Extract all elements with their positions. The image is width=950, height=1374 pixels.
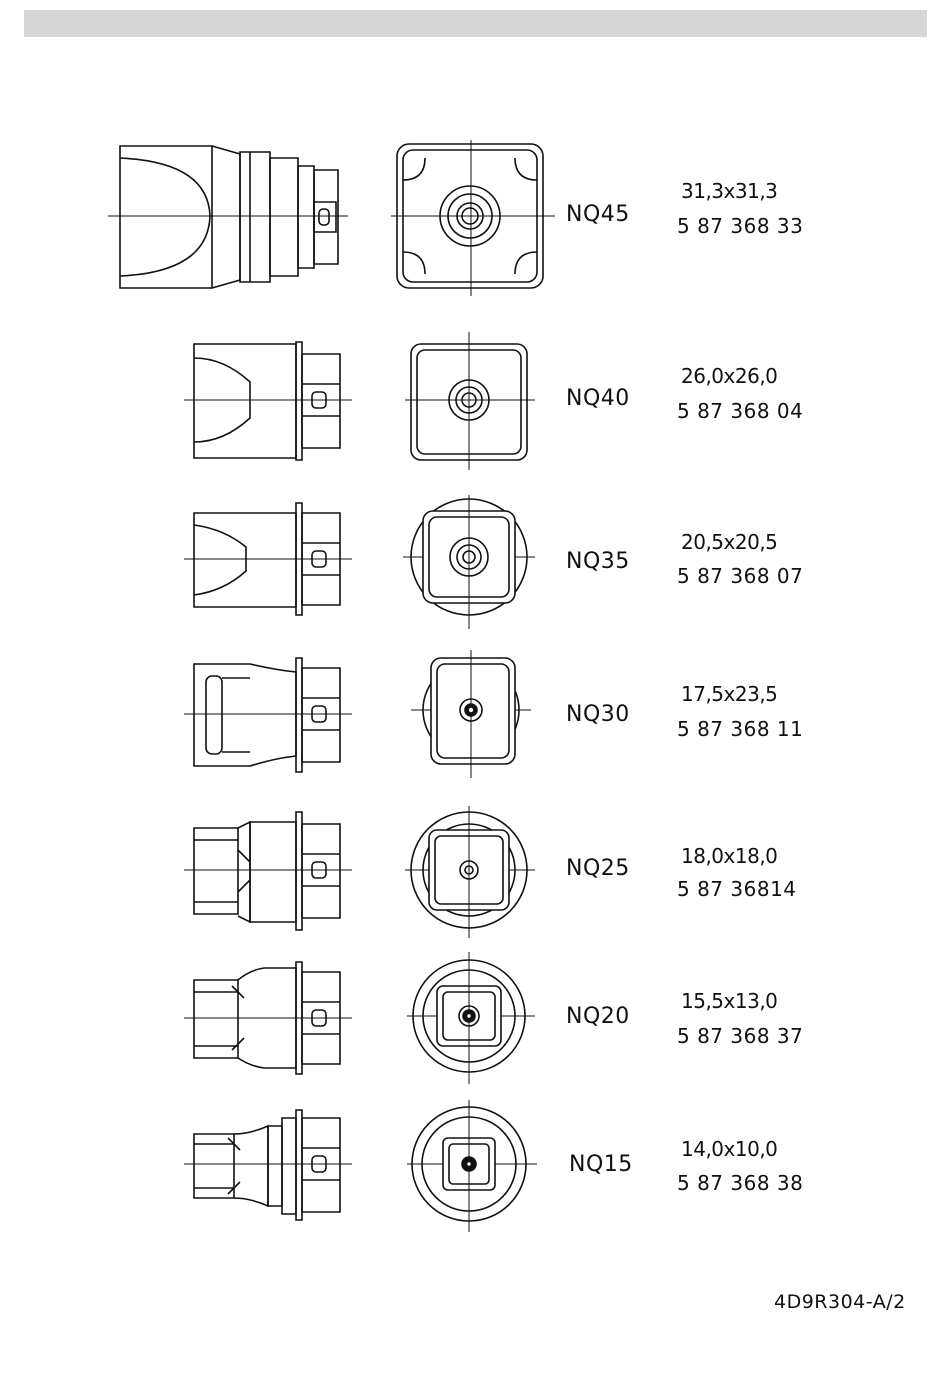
nozzle-front-view-nq25 [385,804,565,944]
nozzle-dimensions-nq20: 15,5x13,0 [681,989,778,1013]
nozzle-row-nq35 [0,495,950,645]
nozzle-row-nq20 [0,952,950,1102]
nozzle-side-view-nq45 [100,140,360,300]
nozzle-front-view-nq30 [385,650,565,790]
nozzle-code-nq40: NQ40 [566,386,630,411]
header-bar [24,10,927,37]
nozzle-code-nq20: NQ20 [566,1004,630,1029]
nozzle-side-view-nq35 [100,495,360,635]
nozzle-part-number-nq45: 5 87 368 33 [677,214,804,238]
document-reference: 4D9R304-A/2 [774,1291,906,1313]
nozzle-dimensions-nq15: 14,0x10,0 [681,1137,778,1161]
nozzle-dimensions-nq35: 20,5x20,5 [681,530,778,554]
nozzle-side-view-nq20 [100,952,360,1092]
nozzle-front-view-nq35 [385,495,565,635]
nozzle-row-nq45 [0,140,950,290]
nozzle-part-number-nq25: 5 87 36814 [677,877,797,901]
nozzle-front-view-nq45 [385,140,565,300]
nozzle-part-number-nq40: 5 87 368 04 [677,399,804,423]
nozzle-side-view-nq15 [100,1100,360,1240]
nozzle-code-nq15: NQ15 [569,1152,633,1177]
nozzle-part-number-nq15: 5 87 368 38 [677,1171,804,1195]
nozzle-part-number-nq20: 5 87 368 37 [677,1024,804,1048]
nozzle-dimensions-nq45: 31,3x31,3 [681,179,778,203]
nozzle-code-nq30: NQ30 [566,702,630,727]
nozzle-side-view-nq25 [100,804,360,944]
nozzle-row-nq15 [0,1100,950,1250]
nozzle-code-nq45: NQ45 [566,202,630,227]
nozzle-part-number-nq35: 5 87 368 07 [677,564,804,588]
nozzle-code-nq25: NQ25 [566,856,630,881]
nozzle-front-view-nq40 [385,332,565,472]
nozzle-side-view-nq30 [100,650,360,790]
nozzle-row-nq30 [0,650,950,800]
nozzle-dimensions-nq30: 17,5x23,5 [681,682,778,706]
nozzle-row-nq25 [0,804,950,954]
nozzle-dimensions-nq40: 26,0x26,0 [681,364,778,388]
nozzle-code-nq35: NQ35 [566,549,630,574]
nozzle-part-number-nq30: 5 87 368 11 [677,717,804,741]
nozzle-front-view-nq20 [385,952,565,1092]
nozzle-dimensions-nq25: 18,0x18,0 [681,844,778,868]
nozzle-side-view-nq40 [100,332,360,472]
nozzle-row-nq40 [0,332,950,482]
nozzle-front-view-nq15 [385,1100,565,1240]
